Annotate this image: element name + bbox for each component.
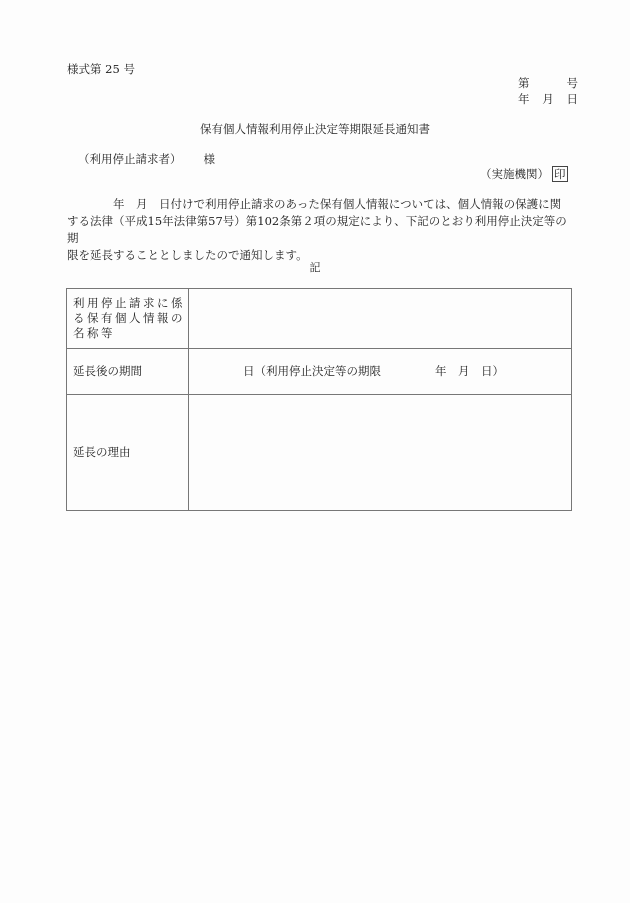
date-year: 年 [518,92,530,106]
extension-reason-field[interactable] [189,395,572,511]
document-number [518,76,578,90]
document-title: 保有個人情報利用停止決定等期限延長通知書 [200,122,430,136]
info-name-field[interactable] [189,289,572,349]
recipient [78,152,215,166]
row-label: 利用停止請求に係る保有個人情報の名称等 [67,289,189,349]
body-paragraph [67,196,577,264]
body-line: する法律（平成15年法律第57号）第102条第２項の規定により、下記のとおり利用停止決定等の期 [67,214,567,245]
period-day: 日（利用停止決定等の期限 [243,364,381,378]
row-label: 延長の理由 [67,395,189,511]
doc-number-suffix: 号 [566,76,578,90]
issuer [480,166,568,182]
table-row [67,289,572,349]
form-number: 様式第 25 号 [67,62,135,76]
detail-table [66,288,572,511]
document-date [518,92,578,106]
date-day: 日 [566,92,578,106]
body-line: 限を延長することとしましたので通知します。 [67,248,308,262]
issuer-label: （実施機関） [480,167,549,181]
doc-number-prefix: 第 [518,76,530,90]
table-row [67,395,572,511]
ki-heading: 記 [309,261,321,274]
row-label: 延長後の期間 [67,349,189,395]
seal-mark: 印 [554,167,566,181]
extended-period-field[interactable] [189,349,572,395]
date-month: 月 [542,92,554,106]
period-deadline-date: 年 月 日） [435,364,504,378]
table-row [67,349,572,395]
body-line: 年 月 日付けで利用停止請求のあった保有個人情報については、個人情報の保護に関 [67,197,562,211]
recipient-label: （利用停止請求者） [78,152,182,166]
recipient-honorific: 様 [203,152,215,166]
